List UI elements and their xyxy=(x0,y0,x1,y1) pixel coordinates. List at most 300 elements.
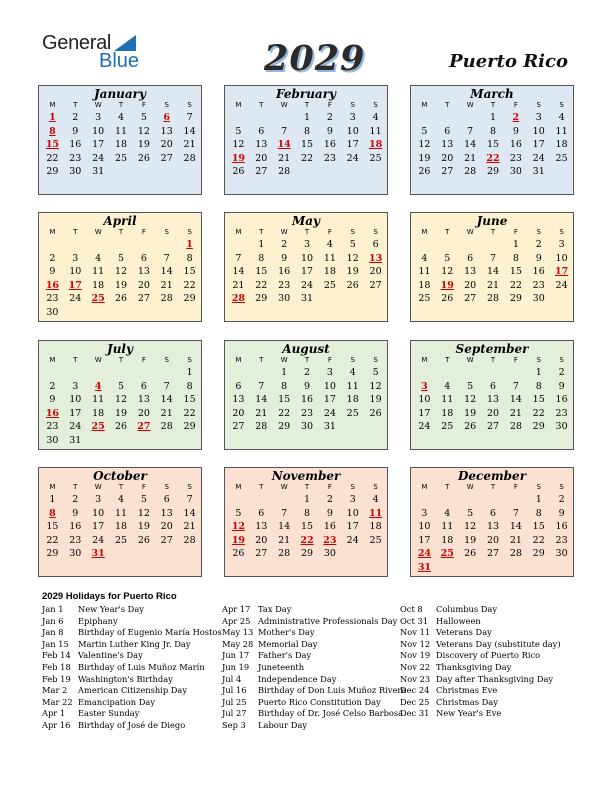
day-cell: 28 xyxy=(278,548,291,560)
empty-cell xyxy=(459,494,482,506)
day-cell: 29 xyxy=(278,421,291,433)
day-cell: 26 xyxy=(441,293,454,305)
day-cell: 7 xyxy=(258,380,265,392)
week-row xyxy=(413,112,573,124)
day-cell: 5 xyxy=(117,380,125,392)
day-cell: 12 xyxy=(418,139,431,151)
weekday-label: W xyxy=(466,228,474,236)
weekday-label: T xyxy=(445,101,450,109)
empty-cell xyxy=(550,562,573,574)
empty-cell xyxy=(364,548,387,560)
day-cell: 2 xyxy=(558,367,565,378)
week-row xyxy=(413,562,573,574)
day-cell: 8 xyxy=(489,125,497,137)
brand-word-blue: Blue xyxy=(99,50,140,72)
weekday-header xyxy=(41,228,201,236)
brand-logo[interactable] xyxy=(42,32,152,72)
day-cell: 21 xyxy=(232,279,245,291)
day-cell: 20 xyxy=(369,266,382,278)
week-row xyxy=(413,394,573,406)
day-cell: 29 xyxy=(300,548,314,560)
month-december xyxy=(410,467,574,577)
day-cell: 7 xyxy=(163,252,170,264)
weekday-label: W xyxy=(94,483,102,491)
day-cell: 5 xyxy=(235,507,242,519)
day-cell: 20 xyxy=(137,407,150,419)
day-cell: 4 xyxy=(94,380,102,392)
day-cell: 31 xyxy=(532,166,545,178)
day-cell: 21 xyxy=(255,407,268,419)
holiday-item xyxy=(400,697,576,709)
weekday-header xyxy=(413,228,573,236)
day-cell: 12 xyxy=(369,380,382,392)
week-row xyxy=(41,166,201,178)
day-cell: 14 xyxy=(278,521,291,533)
day-cell: 3 xyxy=(558,239,565,250)
day-cell: 15 xyxy=(183,394,196,406)
day-cell: 25 xyxy=(440,548,454,560)
day-cell: 23 xyxy=(69,152,82,164)
holiday-date: Jul 25 xyxy=(222,696,247,707)
day-cell: 27 xyxy=(160,152,173,164)
holiday-name: Thanksgiving Day xyxy=(436,661,512,672)
day-cell: 24 xyxy=(92,152,105,164)
weekday-label: S xyxy=(164,356,169,364)
empty-cell xyxy=(459,562,482,574)
holiday-name: Columbus Day xyxy=(436,604,498,614)
day-cell: 24 xyxy=(418,421,431,433)
weekday-label: M xyxy=(235,101,242,109)
empty-cell xyxy=(87,367,110,379)
day-cell: 19 xyxy=(346,266,359,278)
weekday-header xyxy=(227,356,387,364)
holiday-date: Feb 18 xyxy=(42,661,71,672)
holidays-title: 2029 Holidays for Puerto Rico xyxy=(42,591,177,602)
day-cell: 29 xyxy=(532,548,545,560)
brand-word-general: General xyxy=(42,32,112,54)
day-cell: 10 xyxy=(346,125,359,137)
day-cell: 17 xyxy=(323,394,336,406)
day-cell: 13 xyxy=(255,521,268,533)
day-cell: 16 xyxy=(555,394,568,406)
empty-cell xyxy=(413,494,436,506)
weekday-label: F xyxy=(141,101,146,109)
week-row xyxy=(41,494,201,506)
day-cell: 21 xyxy=(183,521,196,533)
holiday-name: Mother's Day xyxy=(258,627,315,638)
day-cell: 2 xyxy=(535,239,542,250)
day-cell: 12 xyxy=(464,394,477,406)
weekday-label: F xyxy=(141,483,146,491)
day-cell: 26 xyxy=(418,166,431,178)
day-cell: 7 xyxy=(281,125,288,137)
day-cell: 25 xyxy=(346,407,359,419)
day-cell: 4 xyxy=(95,252,102,264)
day-cell: 8 xyxy=(303,507,311,519)
day-cell: 19 xyxy=(231,152,246,164)
holiday-name: New Year's Day xyxy=(78,604,144,614)
holiday-item xyxy=(400,650,576,662)
holiday-item xyxy=(400,604,576,616)
weekday-label: T xyxy=(445,356,450,364)
week-row xyxy=(227,280,387,292)
holiday-item xyxy=(222,650,398,662)
week-row xyxy=(227,153,387,165)
day-cell: 23 xyxy=(555,407,568,419)
day-cell: 14 xyxy=(232,266,245,278)
week-row xyxy=(413,421,573,433)
day-cell: 24 xyxy=(532,152,545,164)
day-cell: 2 xyxy=(303,367,311,378)
day-cell: 18 xyxy=(441,407,454,419)
day-cell: 2 xyxy=(512,112,520,123)
holiday-item xyxy=(222,604,398,616)
empty-cell xyxy=(364,421,387,433)
weekday-label: W xyxy=(466,483,474,491)
day-cell: 22 xyxy=(509,279,522,291)
day-cell: 21 xyxy=(160,279,173,291)
day-cell: 9 xyxy=(303,380,311,392)
empty-cell xyxy=(227,239,250,251)
weekday-label: W xyxy=(280,101,288,109)
weekday-label: M xyxy=(49,483,56,491)
calendar-country: Puerto Rico xyxy=(449,51,568,72)
weekday-label: F xyxy=(513,483,518,491)
month-march xyxy=(410,85,574,195)
day-cell: 10 xyxy=(346,507,359,519)
weekday-label: S xyxy=(187,101,192,109)
day-cell: 5 xyxy=(467,380,474,392)
day-cell: 16 xyxy=(509,139,522,151)
day-cell: 26 xyxy=(464,421,477,433)
empty-cell xyxy=(341,548,364,560)
day-cell: 22 xyxy=(300,534,314,546)
holiday-name: Birthday of José de Diego xyxy=(78,719,186,730)
week-row xyxy=(41,139,201,151)
day-cell: 26 xyxy=(137,152,150,164)
week-row xyxy=(41,239,201,251)
empty-cell xyxy=(459,112,482,124)
day-cell: 4 xyxy=(444,507,451,519)
weekday-label: S xyxy=(536,228,541,236)
weekday-header xyxy=(41,101,201,109)
day-cell: 12 xyxy=(114,394,128,406)
week-row xyxy=(227,408,387,420)
day-cell: 12 xyxy=(232,139,245,151)
day-cell: 18 xyxy=(441,534,454,546)
day-cell: 22 xyxy=(183,407,196,419)
day-cell: 10 xyxy=(418,521,431,533)
day-cell: 13 xyxy=(160,125,173,137)
weekday-header xyxy=(413,101,573,109)
day-cell: 26 xyxy=(114,293,128,305)
day-cell: 2 xyxy=(326,494,333,505)
holiday-item xyxy=(42,627,222,639)
day-cell: 25 xyxy=(114,152,128,164)
day-cell: 2 xyxy=(326,112,333,123)
day-cell: 17 xyxy=(92,139,105,151)
holiday-date: May 13 xyxy=(222,627,254,638)
day-cell: 15 xyxy=(255,266,268,278)
holiday-date: Jul 4 xyxy=(222,673,242,684)
weekday-header xyxy=(413,483,573,491)
day-cell: 13 xyxy=(464,266,477,278)
day-cell: 30 xyxy=(278,293,291,305)
day-cell: 6 xyxy=(489,380,497,392)
day-cell: 27 xyxy=(369,279,382,291)
day-cell: 30 xyxy=(555,421,568,433)
day-cell: 8 xyxy=(49,125,56,137)
day-cell: 19 xyxy=(231,534,246,546)
empty-cell xyxy=(227,494,250,506)
day-cell: 11 xyxy=(441,394,454,406)
holiday-date: Apr 25 xyxy=(222,615,251,626)
holiday-column xyxy=(222,604,407,732)
day-cell: 8 xyxy=(186,380,193,392)
day-cell: 30 xyxy=(555,548,568,560)
day-cell: 29 xyxy=(486,166,500,178)
day-cell: 18 xyxy=(92,407,105,419)
day-cell: 15 xyxy=(46,521,59,533)
weekday-label: T xyxy=(259,228,264,236)
holiday-date: Dec 31 xyxy=(400,708,430,719)
holiday-name: Labour Day xyxy=(258,719,307,730)
day-cell: 16 xyxy=(300,394,314,406)
holiday-name: Washington's Birthday xyxy=(78,673,173,684)
day-cell: 26 xyxy=(137,534,150,546)
day-cell: 31 xyxy=(92,166,105,178)
empty-cell xyxy=(482,367,505,379)
empty-cell xyxy=(155,435,178,447)
empty-cell xyxy=(155,166,178,178)
month-title: August xyxy=(282,342,330,356)
weekday-label: T xyxy=(304,483,310,491)
day-cell: 7 xyxy=(281,507,288,519)
empty-cell xyxy=(318,293,341,305)
day-cell: 1 xyxy=(186,367,193,378)
day-cell: 4 xyxy=(117,494,125,505)
holiday-date: Nov 19 xyxy=(400,650,431,661)
day-cell: 25 xyxy=(441,421,454,433)
weekday-label: S xyxy=(373,356,378,364)
day-cell: 20 xyxy=(160,521,173,533)
holiday-date: Jan 8 xyxy=(42,627,64,638)
day-cell: 24 xyxy=(346,152,359,164)
day-cell: 11 xyxy=(114,125,128,137)
week-row xyxy=(413,548,573,560)
day-cell: 27 xyxy=(137,293,150,305)
week-row xyxy=(227,494,387,506)
week-row xyxy=(41,280,201,292)
week-row xyxy=(413,266,573,278)
day-cell: 28 xyxy=(278,166,291,178)
empty-cell xyxy=(64,307,87,319)
empty-cell xyxy=(110,548,133,560)
day-cell: 19 xyxy=(418,152,431,164)
empty-cell xyxy=(459,367,482,379)
day-cell: 25 xyxy=(555,152,568,164)
holiday-date: Apr 16 xyxy=(42,719,71,730)
weekday-header xyxy=(227,228,387,236)
weekday-label: W xyxy=(94,228,102,236)
weekday-label: W xyxy=(280,483,288,491)
empty-cell xyxy=(364,166,387,178)
weekday-header xyxy=(41,483,201,491)
day-cell: 16 xyxy=(278,266,291,278)
week-row xyxy=(41,253,201,265)
day-cell: 5 xyxy=(444,252,451,264)
day-cell: 2 xyxy=(558,494,565,505)
day-cell: 4 xyxy=(349,367,356,378)
day-cell: 18 xyxy=(114,521,128,533)
holiday-date: Nov 12 xyxy=(400,638,431,649)
day-cell: 16 xyxy=(323,521,336,533)
day-cell: 11 xyxy=(369,125,382,137)
weekday-label: S xyxy=(373,483,378,491)
empty-cell xyxy=(110,239,133,251)
weekday-label: S xyxy=(350,228,355,236)
empty-cell xyxy=(436,367,459,379)
day-cell: 13 xyxy=(486,521,500,533)
weekday-label: M xyxy=(49,101,56,109)
weekday-label: T xyxy=(304,228,310,236)
holiday-column xyxy=(400,604,576,720)
weekday-label: W xyxy=(280,356,288,364)
empty-cell xyxy=(64,239,87,251)
weekday-label: M xyxy=(235,356,242,364)
holiday-item xyxy=(222,697,398,709)
weekday-label: S xyxy=(350,483,355,491)
day-cell: 17 xyxy=(92,521,105,533)
holiday-date: Jun 17 xyxy=(222,650,250,661)
empty-cell xyxy=(436,562,459,574)
day-cell: 16 xyxy=(45,407,60,419)
weekday-label: T xyxy=(490,356,496,364)
empty-cell xyxy=(178,166,201,178)
day-cell: 28 xyxy=(160,293,173,305)
day-cell: 9 xyxy=(535,252,542,264)
holiday-item xyxy=(42,720,218,732)
weekday-label: T xyxy=(118,483,124,491)
day-cell: 10 xyxy=(418,394,431,406)
day-cell: 12 xyxy=(346,252,359,264)
day-cell: 6 xyxy=(258,125,265,137)
day-cell: 22 xyxy=(255,279,268,291)
day-cell: 29 xyxy=(509,293,522,305)
empty-cell xyxy=(273,494,296,506)
day-cell: 6 xyxy=(444,125,451,137)
day-cell: 31 xyxy=(69,435,82,446)
day-cell: 22 xyxy=(300,152,314,164)
weekday-label: F xyxy=(141,356,146,364)
holiday-name: Veterans Day xyxy=(436,627,492,638)
week-row xyxy=(413,280,573,292)
week-row xyxy=(227,508,387,520)
day-cell: 27 xyxy=(255,166,268,178)
weekday-header xyxy=(41,356,201,364)
weekday-label: M xyxy=(421,101,428,109)
empty-cell xyxy=(87,307,110,319)
holiday-item xyxy=(42,662,218,674)
holiday-name: Easter Sunday xyxy=(78,708,140,719)
week-row xyxy=(41,508,201,520)
week-row xyxy=(227,253,387,265)
day-cell: 8 xyxy=(186,252,193,264)
empty-cell xyxy=(155,307,178,319)
day-cell: 13 xyxy=(441,139,454,151)
day-cell: 20 xyxy=(464,279,477,291)
empty-cell xyxy=(132,239,155,251)
week-row xyxy=(41,408,201,420)
day-cell: 11 xyxy=(555,125,568,137)
holiday-item xyxy=(42,604,218,616)
holiday-name: Birthday of Eugenio María Hostos xyxy=(78,627,222,638)
empty-cell xyxy=(482,494,505,506)
day-cell: 1 xyxy=(186,239,193,250)
weekday-label: T xyxy=(259,101,264,109)
calendar-year: 2029 xyxy=(264,38,366,79)
week-row xyxy=(41,421,201,433)
empty-cell xyxy=(250,112,273,124)
day-cell: 29 xyxy=(46,166,59,178)
day-cell: 15 xyxy=(45,139,60,151)
day-cell: 11 xyxy=(323,252,336,264)
holiday-name: Father's Day xyxy=(258,650,312,661)
day-cell: 3 xyxy=(535,112,542,123)
week-row xyxy=(227,521,387,533)
day-cell: 28 xyxy=(255,421,268,433)
empty-cell xyxy=(482,562,505,574)
week-row xyxy=(413,153,573,165)
empty-cell xyxy=(341,166,364,178)
week-row xyxy=(227,548,387,560)
day-cell: 5 xyxy=(235,125,242,137)
day-cell: 15 xyxy=(300,521,314,533)
day-cell: 19 xyxy=(137,139,150,151)
empty-cell xyxy=(41,239,64,251)
weekday-label: W xyxy=(94,101,102,109)
weekday-label: F xyxy=(327,228,332,236)
holiday-name: Juneteenth xyxy=(258,661,305,672)
empty-cell xyxy=(250,494,273,506)
weekday-label: M xyxy=(235,483,242,491)
day-cell: 31 xyxy=(417,562,432,573)
day-cell: 19 xyxy=(369,394,382,406)
weekday-label: S xyxy=(164,101,169,109)
day-cell: 13 xyxy=(255,139,268,151)
day-cell: 10 xyxy=(532,125,545,137)
holiday-item xyxy=(222,639,398,651)
day-cell: 9 xyxy=(326,125,333,137)
day-cell: 13 xyxy=(486,394,500,406)
day-cell: 7 xyxy=(489,252,497,264)
holiday-item xyxy=(222,616,398,628)
day-cell: 18 xyxy=(555,139,568,151)
day-cell: 21 xyxy=(509,407,522,419)
week-row xyxy=(413,126,573,138)
day-cell: 23 xyxy=(46,421,59,433)
day-cell: 15 xyxy=(183,266,196,278)
day-cell: 8 xyxy=(512,252,519,264)
day-cell: 19 xyxy=(440,279,454,291)
week-row xyxy=(41,153,201,165)
weekday-label: T xyxy=(490,483,496,491)
month-title: May xyxy=(291,214,321,228)
day-cell: 28 xyxy=(509,548,522,560)
holiday-item xyxy=(222,662,398,674)
day-cell: 10 xyxy=(69,266,82,278)
holiday-name: Day after Thanksgiving Day xyxy=(436,673,554,684)
